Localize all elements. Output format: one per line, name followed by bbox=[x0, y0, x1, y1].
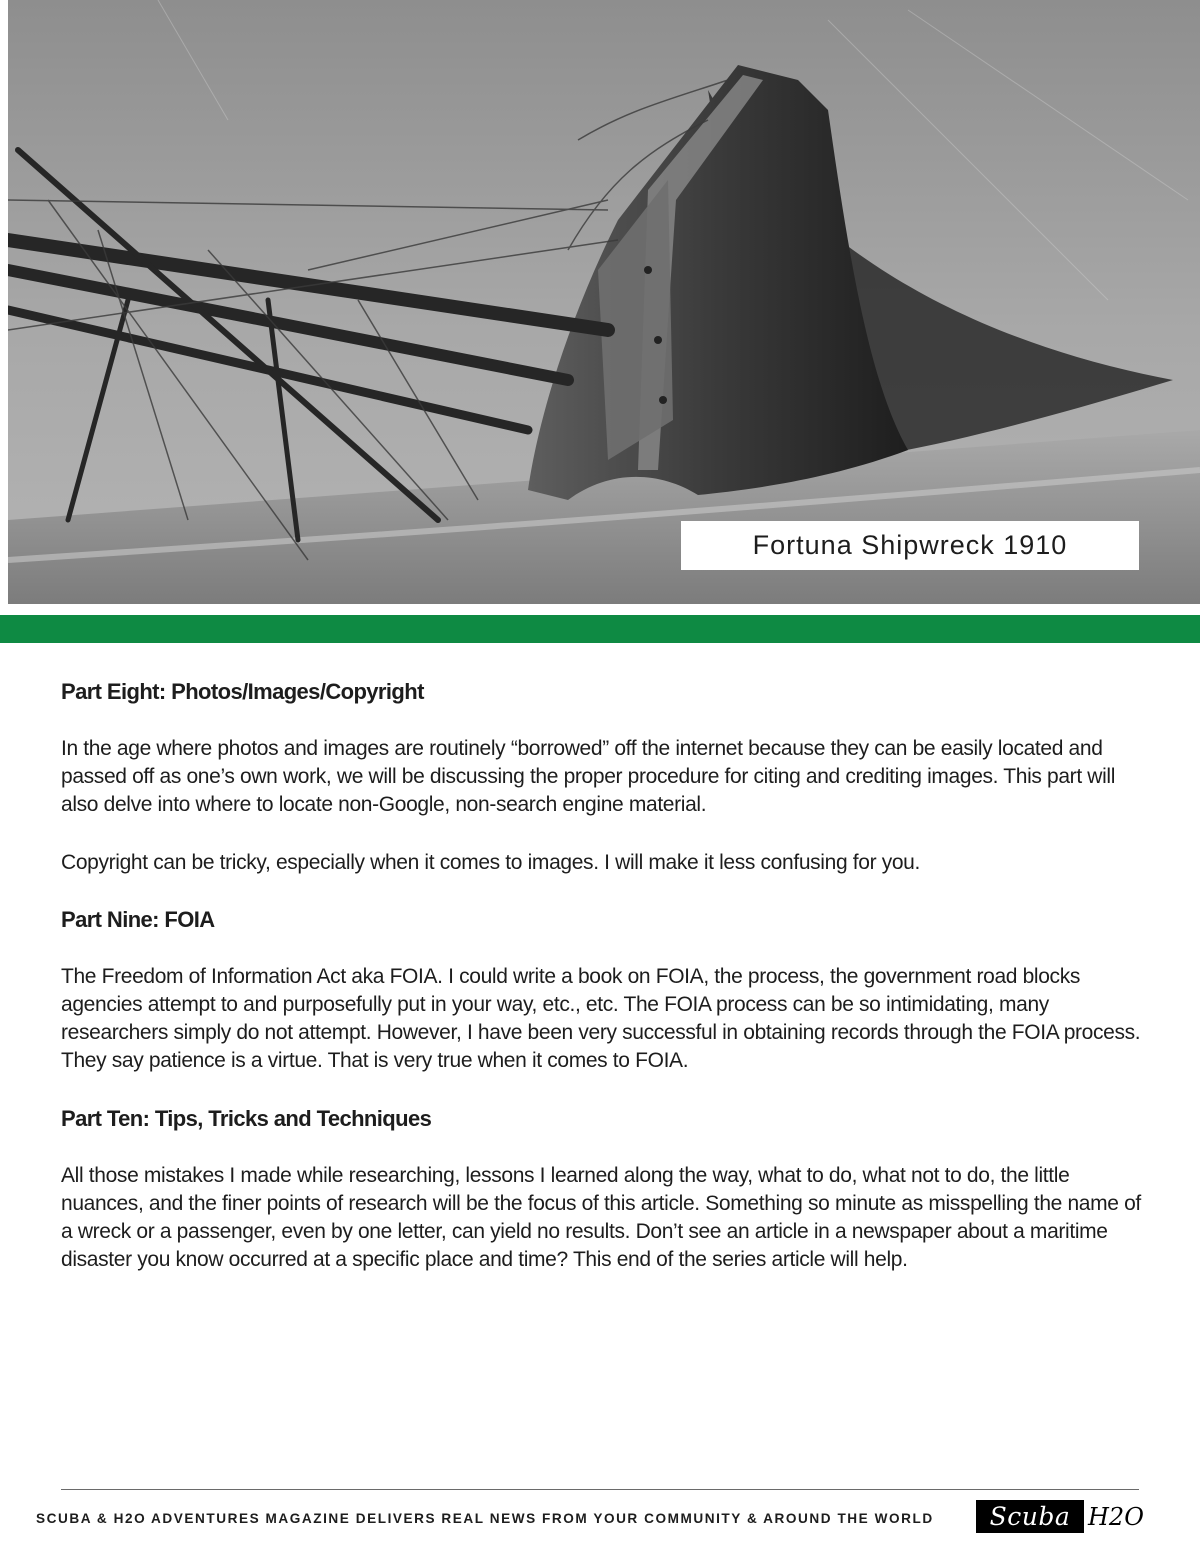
section-paragraph: Copyright can be tricky, especially when it comes to images. I will make it less confusing for you. bbox=[61, 850, 920, 874]
section-heading: Part Nine: FOIA bbox=[61, 906, 215, 932]
logo-scuba-text: Scuba bbox=[976, 1500, 1084, 1533]
footer-divider bbox=[61, 1489, 1139, 1490]
section-paragraph: The Freedom of Information Act aka FOIA. I could write a book on FOIA, the process, the government road blocks agencies attempt to and purposefully put in your way, etc., etc. The FOIA process can be so intimidating, many researchers simply do not attempt. However, I have been very successful in obtaining records through the FOIA process. They say patience is a virtue. That is very true when it comes to FOIA. bbox=[61, 964, 1141, 1073]
section-heading: Part Ten: Tips, Tricks and Techniques bbox=[61, 1105, 432, 1131]
hero-photo bbox=[8, 0, 1200, 604]
photo-caption: Fortuna Shipwreck 1910 bbox=[681, 521, 1139, 570]
article-body bbox=[61, 678, 1146, 1303]
magazine-logo bbox=[976, 1500, 1144, 1536]
section-paragraph: All those mistakes I made while researching, lessons I learned along the way, what to do, what not to do, the little nuances, and the finer points of research will be the focus of this article. Something so minute as misspelling the name of a wreck or a passenger, even by one letter, can yield no results. Don’t see an article in a newspaper about a maritime disaster you know occurred at a specific place and time? This end of the series article will help. bbox=[61, 1163, 1141, 1272]
logo-h2o-text: H2O bbox=[1088, 1502, 1144, 1531]
shipwreck-photo bbox=[8, 0, 1200, 604]
footer-tagline: SCUBA & H2O ADVENTURES MAGAZINE DELIVERS REAL NEWS FROM YOUR COMMUNITY & AROUND THE WORLD bbox=[36, 1511, 934, 1526]
section-heading: Part Eight: Photos/Images/Copyright bbox=[61, 679, 424, 704]
section-paragraph: In the age where photos and images are routinely “borrowed” off the internet because they can be easily located and passed off as one’s own work, we will be discussing the proper procedure for citing and crediting images. This part will also delve into where to locate non-Google, non-search engine material. bbox=[61, 737, 1116, 817]
accent-divider bbox=[0, 615, 1200, 643]
